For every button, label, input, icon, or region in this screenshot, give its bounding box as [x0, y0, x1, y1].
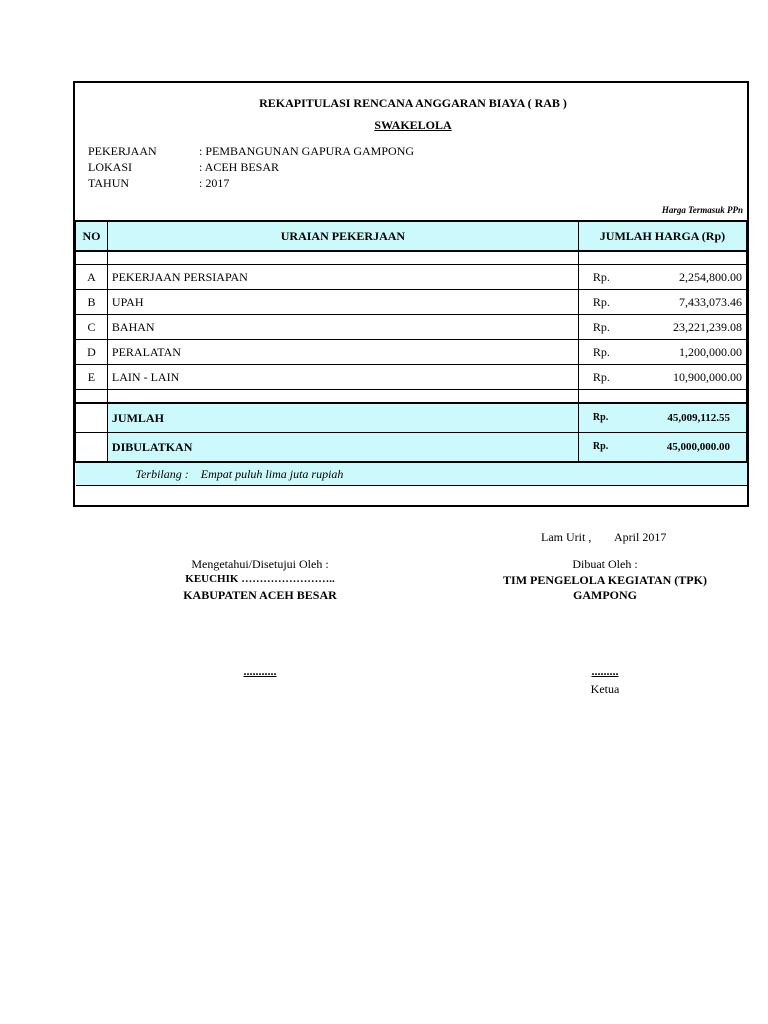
kabupaten-label: KABUPATEN ACEH BESAR — [183, 588, 337, 602]
row-amount: 23,221,239.08 — [673, 319, 742, 334]
left-signature: ........... — [243, 664, 277, 678]
made-by-label: Dibuat Oleh : — [572, 557, 638, 571]
row-no: C — [76, 315, 108, 340]
row-currency: Rp. — [592, 344, 610, 359]
rab-sheet — [73, 81, 749, 507]
jumlah-label: JUMLAH — [107, 403, 578, 433]
table-row — [76, 315, 747, 340]
terbilang-label: Terbilang : — [135, 466, 189, 481]
lokasi-value: : ACEH BESAR — [199, 160, 280, 174]
table-row — [76, 290, 747, 315]
pekerjaan-value: : PEMBANGUNAN GAPURA GAMPONG — [199, 144, 415, 158]
row-no: E — [76, 365, 108, 390]
approved-by-label: Mengetahui/Disetujui Oleh : — [191, 557, 329, 571]
row-currency: Rp. — [592, 269, 610, 284]
terbilang-row — [76, 462, 747, 486]
row-desc: LAIN - LAIN — [107, 365, 578, 390]
row-currency: Rp. — [592, 294, 610, 309]
spacer-row — [76, 390, 747, 404]
price-note: Harga Termasuk PPn — [661, 205, 743, 215]
row-desc: UPAH — [107, 290, 578, 315]
header-no: NO — [76, 221, 108, 251]
row-amount: 1,200,000.00 — [679, 344, 742, 359]
row-desc: PEKERJAAN PERSIAPAN — [107, 265, 578, 290]
table-header-row — [76, 221, 747, 251]
row-amount: 7,433,073.46 — [679, 294, 742, 309]
header-uraian: URAIAN PEKERJAAN — [107, 221, 578, 251]
row-no: A — [76, 265, 108, 290]
header-jumlah: JUMLAH HARGA (Rp) — [578, 221, 746, 251]
table-row — [76, 365, 747, 390]
row-no: B — [76, 290, 108, 315]
ketua-label: Ketua — [590, 682, 620, 696]
document-title: REKAPITULASI RENCANA ANGGARAN BIAYA ( RAB ) — [259, 96, 567, 110]
row-desc: BAHAN — [107, 315, 578, 340]
terbilang-value: Empat puluh lima juta rupiah — [200, 466, 344, 481]
row-currency: Rp. — [592, 369, 610, 384]
document-subtitle: SWAKELOLA — [374, 118, 452, 132]
table-row — [76, 265, 747, 290]
sign-place: Lam Urit , — [541, 530, 592, 544]
row-currency: Rp. — [592, 319, 610, 334]
jumlah-currency: Rp. — [592, 412, 609, 423]
row-desc: PERALATAN — [107, 340, 578, 365]
lokasi-label: LOKASI — [88, 160, 132, 174]
row-amount: 10,900,000.00 — [673, 369, 742, 384]
gampong-label: GAMPONG — [573, 588, 637, 602]
dibulatkan-currency: Rp. — [592, 441, 609, 452]
dibulatkan-amount: 45,000,000.00 — [666, 441, 730, 453]
tahun-label: TAHUN — [88, 176, 130, 190]
sign-date: April 2017 — [614, 530, 667, 544]
row-no: D — [76, 340, 108, 365]
row-amount: 2,254,800.00 — [679, 269, 742, 284]
table-row — [76, 340, 747, 365]
pekerjaan-label: PEKERJAAN — [88, 144, 157, 158]
tahun-value: : 2017 — [199, 176, 230, 190]
jumlah-amount: 45,009,112.55 — [667, 412, 730, 424]
jumlah-row — [76, 403, 747, 433]
tpk-label: TIM PENGELOLA KEGIATAN (TPK) — [503, 573, 707, 587]
rab-table — [75, 220, 747, 496]
dibulatkan-row — [76, 433, 747, 463]
dibulatkan-label: DIBULATKAN — [107, 433, 578, 463]
right-signature: ......... — [591, 664, 619, 678]
keuchik-label: KEUCHIK …………………….. — [185, 573, 335, 585]
spacer-row — [76, 251, 747, 265]
spacer-row — [76, 486, 747, 497]
